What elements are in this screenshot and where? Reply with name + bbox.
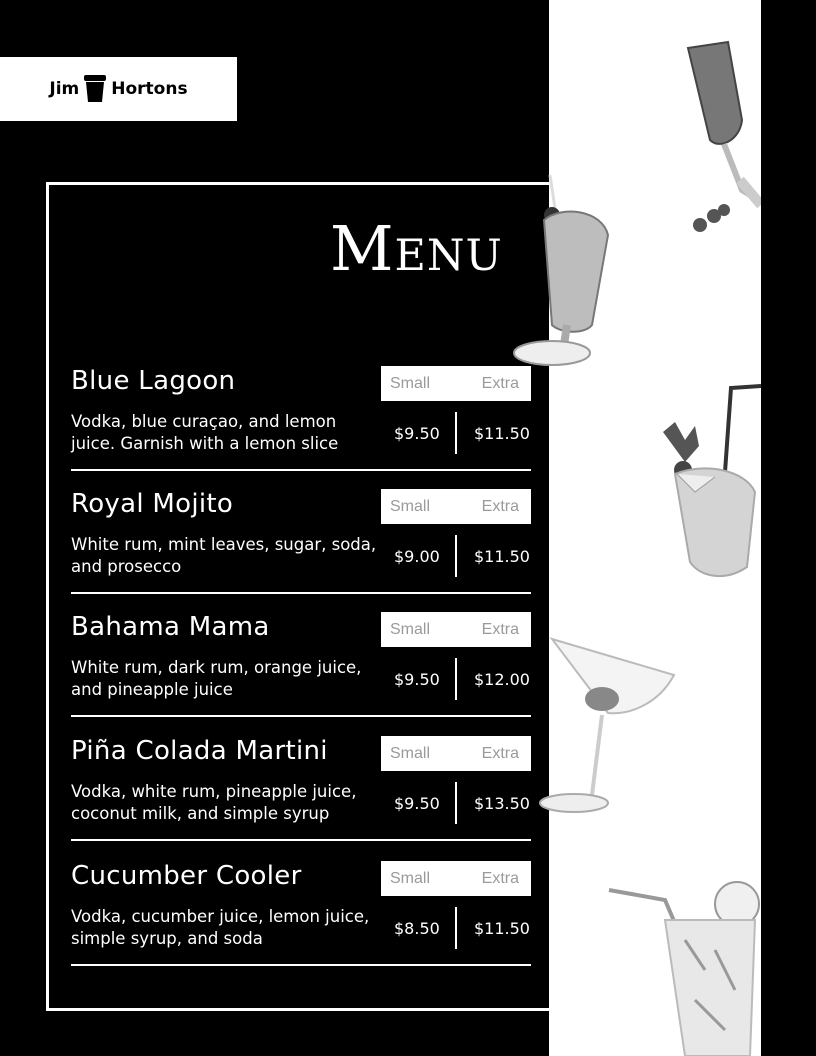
size-small-label: Small bbox=[390, 497, 431, 515]
price-small: $9.50 bbox=[394, 424, 440, 443]
price-small: $8.50 bbox=[394, 919, 440, 938]
menu-item bbox=[71, 489, 531, 613]
tropical-cocktail-icon bbox=[655, 382, 761, 582]
size-extra-label: Extra bbox=[481, 497, 519, 515]
item-description: Vodka, white rum, pineapple juice, coconut milk, and simple syrup bbox=[71, 782, 357, 823]
size-header bbox=[381, 736, 531, 771]
item-name: Blue Lagoon bbox=[71, 366, 236, 396]
champagne-glass-icon bbox=[680, 40, 761, 235]
size-header bbox=[381, 612, 531, 647]
price-extra: $11.50 bbox=[474, 424, 530, 443]
item-divider bbox=[71, 839, 531, 841]
brand-name-right: Hortons bbox=[111, 79, 188, 99]
price-divider bbox=[455, 658, 457, 700]
item-description: White rum, dark rum, orange juice, and pineapple juice bbox=[71, 658, 362, 699]
coffee-cup-icon bbox=[83, 74, 107, 104]
price-extra: $13.50 bbox=[474, 794, 530, 813]
size-extra-label: Extra bbox=[481, 744, 519, 762]
price-extra: $11.50 bbox=[474, 919, 530, 938]
price-divider bbox=[455, 535, 457, 577]
size-small-label: Small bbox=[390, 374, 431, 392]
item-divider bbox=[71, 715, 531, 717]
menu-item bbox=[71, 612, 531, 736]
price-divider bbox=[455, 907, 457, 949]
price-small: $9.50 bbox=[394, 794, 440, 813]
item-name: Cucumber Cooler bbox=[71, 861, 302, 891]
size-header bbox=[381, 366, 531, 401]
price-extra: $12.00 bbox=[474, 670, 530, 689]
item-description: White rum, mint leaves, sugar, soda, and prosecco bbox=[71, 535, 377, 576]
price-small: $9.00 bbox=[394, 547, 440, 566]
menu-title: Menu bbox=[330, 212, 503, 285]
size-small-label: Small bbox=[390, 744, 431, 762]
menu-item bbox=[71, 366, 531, 490]
item-divider bbox=[71, 592, 531, 594]
brand-logo bbox=[0, 57, 237, 121]
size-header bbox=[381, 489, 531, 524]
menu-item bbox=[71, 736, 531, 860]
item-name: Bahama Mama bbox=[71, 612, 270, 642]
item-divider bbox=[71, 964, 531, 966]
item-description: Vodka, blue curaçao, and lemon juice. Garnish with a lemon slice bbox=[71, 412, 339, 453]
brand-name-left: Jim bbox=[49, 79, 80, 99]
price-extra: $11.50 bbox=[474, 547, 530, 566]
price-divider bbox=[455, 412, 457, 454]
item-name: Piña Colada Martini bbox=[71, 736, 328, 766]
size-extra-label: Extra bbox=[481, 869, 519, 887]
item-divider bbox=[71, 469, 531, 471]
size-extra-label: Extra bbox=[481, 620, 519, 638]
item-name: Royal Mojito bbox=[71, 489, 234, 519]
size-small-label: Small bbox=[390, 620, 431, 638]
size-extra-label: Extra bbox=[481, 374, 519, 392]
item-description: Vodka, cucumber juice, lemon juice, simple syrup, and soda bbox=[71, 907, 370, 948]
price-divider bbox=[455, 782, 457, 824]
menu-item bbox=[71, 861, 531, 985]
size-small-label: Small bbox=[390, 869, 431, 887]
martini-glass-icon bbox=[538, 635, 678, 820]
mojito-glass-icon bbox=[605, 880, 761, 1056]
size-header bbox=[381, 861, 531, 896]
price-small: $9.50 bbox=[394, 670, 440, 689]
